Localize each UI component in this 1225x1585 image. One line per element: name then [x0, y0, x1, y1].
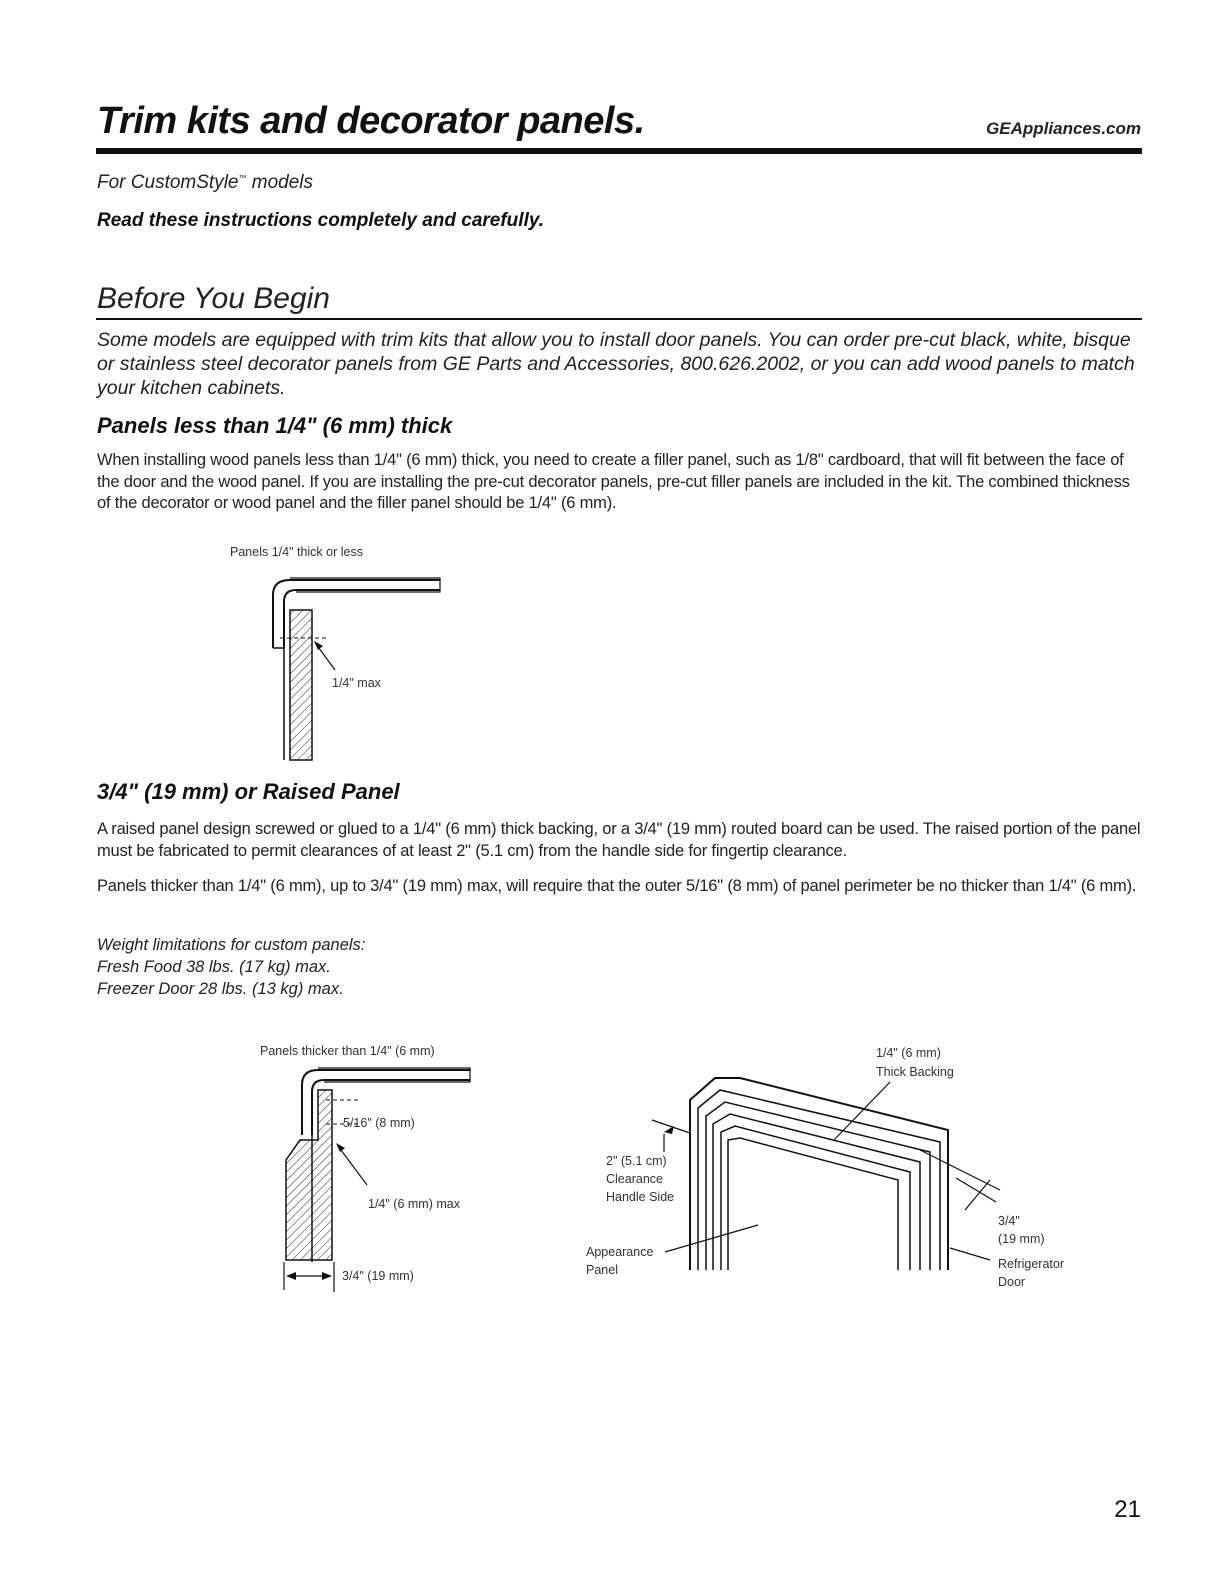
backing-label-1: 1/4" (6 mm) [876, 1046, 941, 1060]
thick-panel-diagram [250, 1030, 510, 1310]
raised-panels-heading: 3/4" (19 mm) or Raised Panel [97, 779, 400, 804]
weight-limitations [97, 934, 365, 1000]
thin-panels-heading: Panels less than 1/4" (6 mm) thick [97, 413, 453, 438]
backing-label-2: Thick Backing [876, 1065, 954, 1079]
thin-panel-diagram [220, 540, 480, 770]
page-number: 21 [1114, 1496, 1141, 1523]
read-notice: Read these instructions completely and carefully. [97, 210, 544, 231]
section-heading: Before You Begin [97, 282, 330, 315]
section-intro: Some models are equipped with trim kits that allow you to install door panels. You can order pre-cut black, white, bisque or stainless steel decorator panels from GE Parts and Accessories, 800.626.2002, or you can add wood panels to match your kitchen cabinets. [97, 329, 1135, 399]
section-rule [96, 318, 1142, 320]
depth-label-1: 3/4" [998, 1214, 1020, 1228]
thick-max-label: 1/4" (6 mm) max [368, 1197, 460, 1211]
thin-panel-section [290, 610, 312, 760]
thin-panels-body: When installing wood panels less than 1/4" (6 mm) thick, you need to create a filler panel, such as 1/8" cardboard, that will fit between the face of the door and the wood panel. If you are installing the pre-cut decorator panels, pre-cut filler panels are included in the kit. The combined thickness of the decorator or wood panel and the filler panel should be 1/4" (6 mm). [97, 451, 1130, 512]
website-link: GEAppliances.com [986, 119, 1141, 138]
clearance-label-1: 2" (5.1 cm) [606, 1154, 667, 1168]
weight-fresh-food: Fresh Food 38 lbs. (17 kg) max. [97, 958, 331, 976]
thick-panel-section [286, 1090, 332, 1260]
appearance-label-1: Appearance [586, 1245, 654, 1259]
raised-panels-body-2: Panels thicker than 1/4" (6 mm), up to 3/4" (19 mm) max, will require that the outer 5/16" (8 mm) of panel perimeter be no thicker than 1/4" (6 mm). [97, 877, 1137, 895]
weight-freezer: Freezer Door 28 lbs. (13 kg) max. [97, 980, 344, 998]
clearance-label-2: Clearance [606, 1172, 663, 1186]
thin-diagram-caption: Panels 1/4" thick or less [230, 545, 363, 559]
perimeter-label: 5/16" (8 mm) [343, 1116, 415, 1130]
subtitle [97, 172, 313, 194]
header-rule [96, 148, 1142, 154]
depth-label: 3/4" (19 mm) [342, 1269, 414, 1283]
raised-panels-body-1: A raised panel design screwed or glued to a 1/4" (6 mm) thick backing, or a 3/4" (19 mm) routed board can be used. The raised portion of the panel must be fabricated to permit clearances of at least 2" (5.1 cm) from the handle side for fingertip clearance. [97, 820, 1141, 860]
thick-diagram-caption: Panels thicker than 1/4" (6 mm) [260, 1044, 435, 1058]
door-label-1: Refrigerator [998, 1257, 1064, 1271]
door-label-2: Door [998, 1275, 1026, 1289]
raised-door-diagram [580, 1030, 1100, 1310]
weight-title: Weight limitations for custom panels: [97, 936, 366, 954]
depth-label-2: (19 mm) [998, 1232, 1045, 1246]
page-title: Trim kits and decorator panels. [97, 100, 645, 142]
subtitle-suffix: models [246, 172, 314, 193]
clearance-label-3: Handle Side [606, 1190, 675, 1204]
appearance-label-2: Panel [586, 1263, 618, 1277]
trademark-symbol: ™ [238, 173, 247, 183]
subtitle-text: For CustomStyle [97, 172, 239, 193]
thin-max-label: 1/4" max [332, 676, 381, 690]
